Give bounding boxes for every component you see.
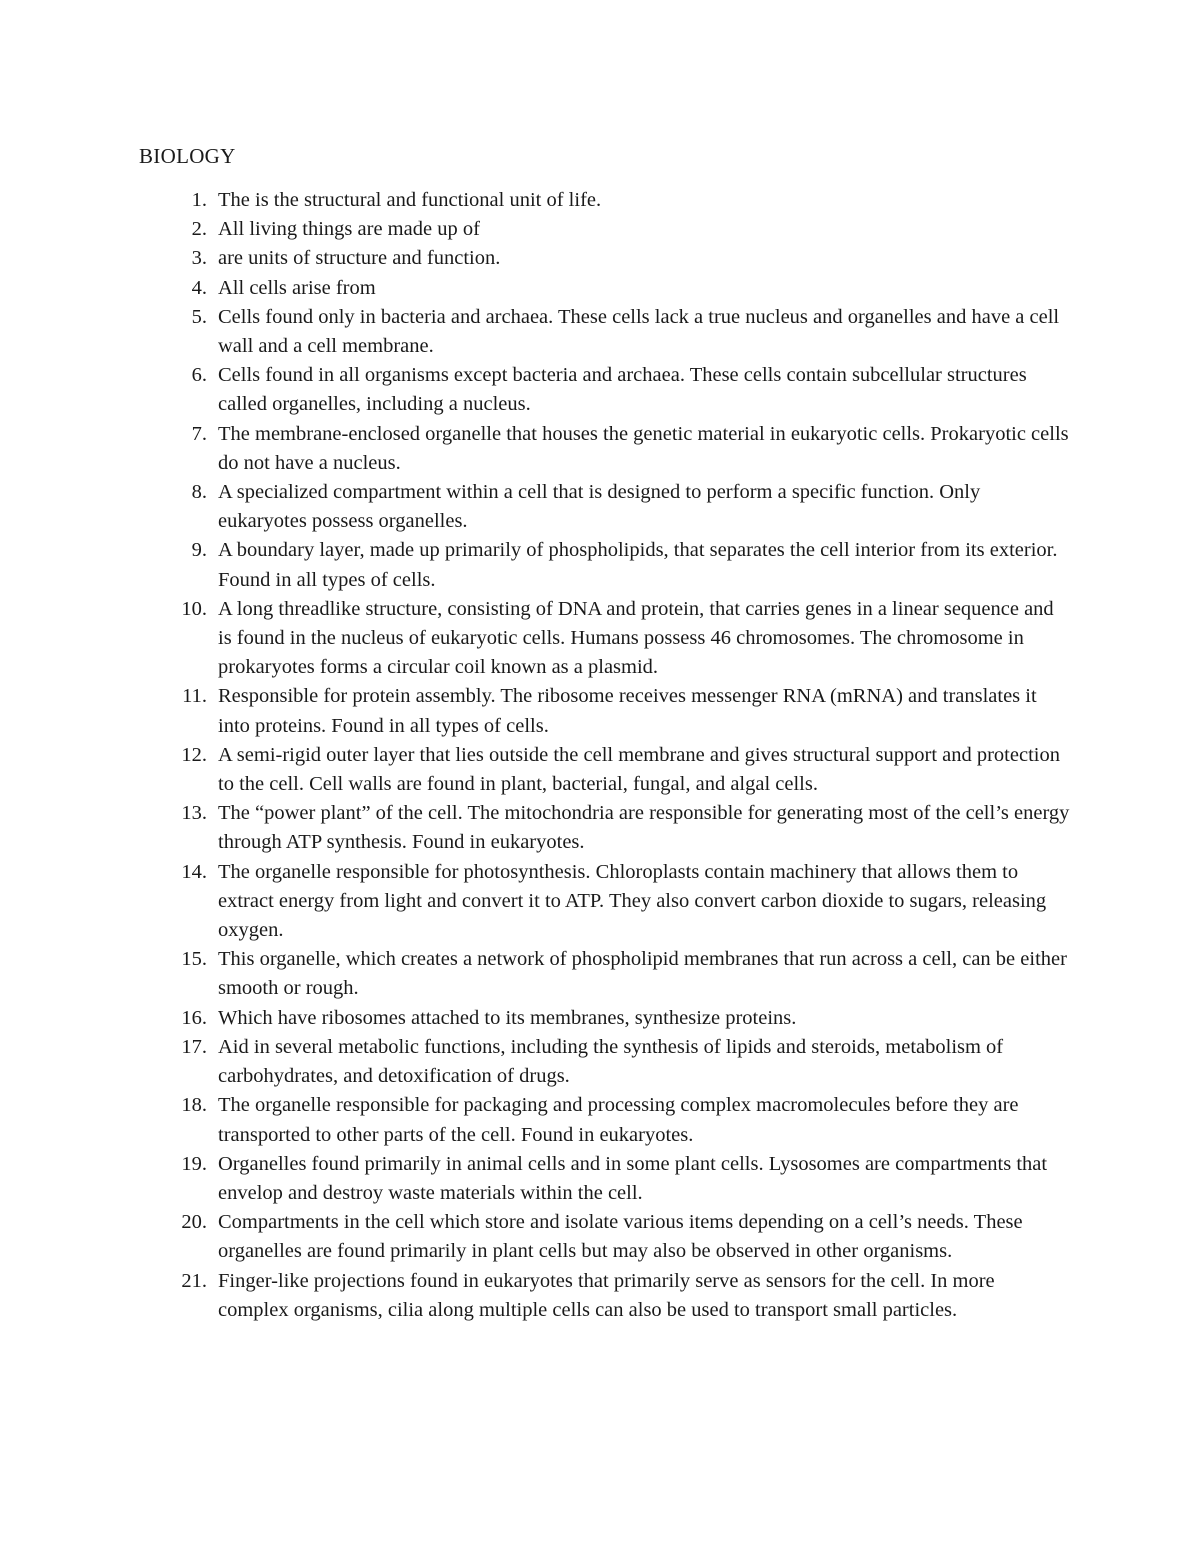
question-number: 12. [181,743,207,766]
question-number: 3. [191,247,207,270]
question-text: The “power plant” of the cell. The mitochondria are responsible for generating most of the cell’s energy through ATP synthesis. Found in eukaryotes. [218,802,1070,854]
question-item [0,1208,1200,1266]
question-text: The organelle responsible for photosynthesis. Chloroplasts contain machinery that allows them to extract energy from light and convert it to ATP. They also convert carbon dioxide to sugars, releasing oxygen. [218,860,1047,942]
question-number: 20. [181,1211,207,1234]
question-text: A semi-rigid outer layer that lies outside the cell membrane and gives structural support and protection to the cell. Cell walls are found in plant, bacterial, fungal, and algal cells. [218,743,1060,796]
question-number: 8. [191,481,207,504]
question-number: 1. [191,189,207,211]
question-item [0,1004,1200,1033]
question-text: All living things are made up of [218,218,480,241]
question-text: Cells found in all organisms except bacteria and archaea. These cells contain subcellular structures called organelles, including a nucleus. [218,364,1027,416]
question-number: 7. [191,422,207,445]
question-item [0,186,1200,215]
question-item [0,361,1200,419]
question-item [0,858,1200,946]
question-number: 21. [181,1269,207,1292]
question-number: 6. [191,364,207,387]
question-number: 14. [181,860,207,883]
question-number: 5. [191,305,207,328]
question-item [0,1091,1200,1149]
question-item [0,741,1200,799]
question-number: 11. [182,685,207,708]
question-number: 2. [191,218,207,241]
question-text: Compartments in the cell which store and isolate various items depending on a cell’s needs. These organelles are found primarily in plant cells but may also be observed in other organisms. [218,1211,1023,1263]
question-number: 13. [181,802,207,825]
question-item [0,1267,1200,1325]
question-text: Which have ribosomes attached to its membranes, synthesize proteins. [218,1006,797,1029]
question-text: A boundary layer, made up primarily of phospholipids, that separates the cell interior from its exterior. Found in all types of cells. [218,539,1058,591]
question-list [0,186,1200,1325]
question-text: The is the structural and functional unit of life. [218,189,602,211]
question-item [0,274,1200,303]
question-text: Cells found only in bacteria and archaea. These cells lack a true nucleus and organelles and have a cell wall and a cell membrane. [218,305,1060,358]
question-number: 18. [181,1094,207,1117]
question-number: 10. [181,597,207,620]
question-item [0,1150,1200,1208]
question-item [0,595,1200,683]
question-text: Finger-like projections found in eukaryotes that primarily serve as sensors for the cell. In more complex organisms, cilia along multiple cells can also be used to transport small particles. [218,1269,995,1321]
question-text: Responsible for protein assembly. The ribosome receives messenger RNA (mRNA) and translates it into proteins. Found in all types of cells. [218,685,1037,737]
question-text: Aid in several metabolic functions, including the synthesis of lipids and steroids, metabolism of carbohydrates, and detoxification of drugs. [218,1035,1004,1088]
question-number: 15. [181,948,207,971]
document-title: BIOLOGY [139,144,236,168]
question-item [0,682,1200,740]
question-item [0,1033,1200,1091]
question-item [0,478,1200,536]
question-number: 9. [191,539,207,562]
question-text: This organelle, which creates a network of phospholipid membranes that run across a cell, can be either smooth or rough. [218,948,1067,1000]
question-text: A long threadlike structure, consisting of DNA and protein, that carries genes in a linear sequence and is found in the nucleus of eukaryotic cells. Humans possess 46 chromosomes. The chromosome in prokaryotes forms a circular coil known as a plasmid. [218,597,1054,679]
question-text: A specialized compartment within a cell that is designed to perform a specific function. Only eukaryotes possess organelles. [218,481,981,533]
question-text: All cells arise from [218,276,376,299]
question-item [0,536,1200,594]
question-number: 19. [181,1152,207,1175]
question-item [0,215,1200,244]
question-item [0,244,1200,273]
question-text: The membrane-enclosed organelle that houses the genetic material in eukaryotic cells. Prokaryotic cells do not have a nucleus. [218,422,1069,474]
question-number: 4. [191,276,207,299]
question-text: Organelles found primarily in animal cells and in some plant cells. Lysosomes are compartments that envelop and destroy waste materials within the cell. [218,1152,1048,1204]
question-number: 16. [181,1006,207,1029]
question-text: The organelle responsible for packaging and processing complex macromolecules before they are transported to other parts of the cell. Found in eukaryotes. [218,1094,1019,1146]
question-item [0,420,1200,478]
question-text: are units of structure and function. [218,247,501,270]
question-item [0,303,1200,361]
question-item [0,799,1200,857]
question-item [0,945,1200,1003]
question-number: 17. [181,1035,207,1058]
